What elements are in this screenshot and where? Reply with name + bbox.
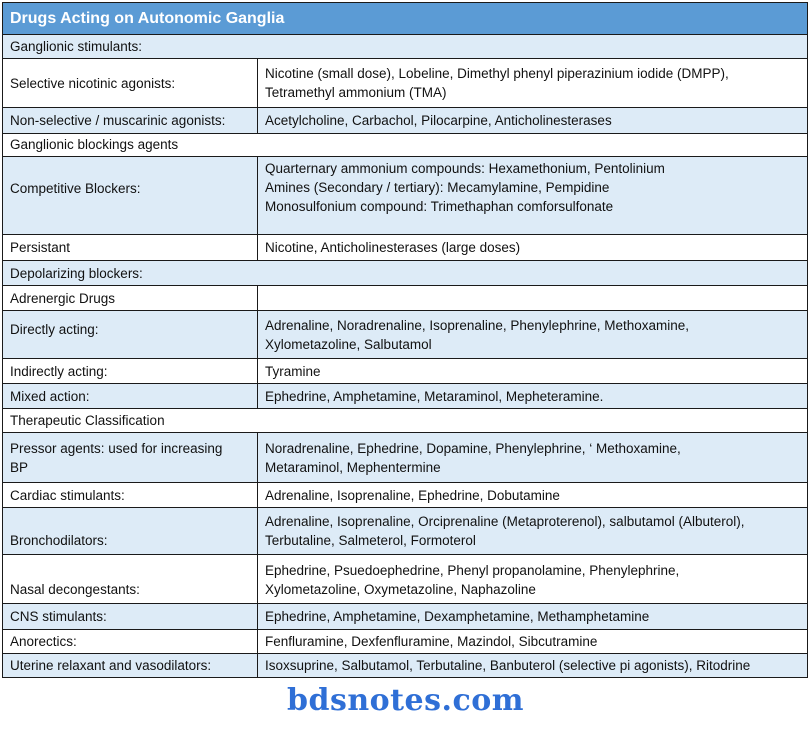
row-value [258, 555, 807, 603]
row-label: Nasal decongestants: [3, 555, 258, 603]
row-label: Non-selective / muscarinic agonists: [3, 108, 258, 133]
row-label [3, 433, 258, 482]
row-value [258, 604, 807, 629]
value-line: Amines (Secondary / tertiary): Mecamylamine, Pempidine [265, 180, 610, 195]
section-row-therapeutic [3, 408, 807, 432]
row-value [258, 630, 807, 653]
value-line: Ephedrine, Psuedoephedrine, Phenyl propanolamine, Phenylephrine, [265, 563, 680, 578]
value-line: Xylometazoline, Oxymetazoline, Naphazoline [265, 582, 536, 597]
row-label: Indirectly acting: [3, 359, 258, 383]
table-row [3, 58, 807, 107]
row-label: Directly acting: [3, 311, 258, 358]
row-label: Mixed action: [3, 384, 258, 408]
value-line: Isoxsuprine, Salbutamol, Terbutaline, Banbuterol (selective pi agonists), Ritodrine [265, 658, 751, 673]
table-row [3, 107, 807, 133]
label-line: BP [10, 459, 29, 475]
row-value [258, 654, 807, 677]
label-line: Pressor agents: used for increasing [10, 440, 223, 456]
row-label: Selective nicotinic agonists: [3, 59, 258, 107]
table-row [3, 653, 807, 677]
row-value [258, 433, 807, 482]
row-value [258, 483, 807, 507]
value-line: Ephedrine, Amphetamine, Metaraminol, Mepheteramine. [265, 388, 604, 404]
value-line: Fenfluramine, Dexfenfluramine, Mazindol, Sibcutramine [265, 634, 598, 649]
value-line: Acetylcholine, Carbachol, Pilocarpine, Anticholinesterases [265, 113, 612, 128]
table-row [3, 310, 807, 358]
table-row [3, 156, 807, 234]
section-row-ganglionic-stimulants [3, 34, 807, 58]
table-row [3, 507, 807, 554]
table-row [3, 603, 807, 629]
section-label: Ganglionic stimulants: [10, 39, 143, 54]
row-label: Persistant [3, 235, 258, 260]
watermark: bdsnotes.com [287, 683, 524, 718]
value-line: Metaraminol, Mephentermine [265, 459, 441, 475]
value-line: Monosulfonium compound: Trimethaphan comforsulfonate [265, 199, 614, 214]
value-line: Nicotine, Anticholinesterases (large doses) [265, 240, 521, 255]
row-value [258, 157, 807, 234]
drug-classification-table [2, 2, 808, 678]
row-label: Cardiac stimulants: [3, 483, 258, 507]
section-label: Therapeutic Classification [10, 413, 165, 428]
table-title: Drugs Acting on Autonomic Ganglia [3, 3, 807, 34]
row-value [258, 108, 807, 133]
table-row [3, 432, 807, 482]
table-row [3, 234, 807, 260]
row-value [258, 508, 807, 554]
value-line: Xylometazoline, Salbutamol [265, 336, 432, 352]
value-line: Nicotine (small dose), Lobeline, Dimethyl phenyl piperazinium iodide (DMPP), [265, 66, 729, 81]
row-value [258, 235, 807, 260]
row-value [258, 59, 807, 107]
value-line: Tetramethyl ammonium (TMA) [265, 85, 447, 100]
row-label: CNS stimulants: [3, 604, 258, 629]
row-value [258, 286, 807, 310]
table-row [3, 629, 807, 653]
value-line: Noradrenaline, Ephedrine, Dopamine, Phenylephrine, ‘ Methoxamine, [265, 440, 681, 456]
table-row [3, 358, 807, 383]
value-line: Adrenaline, Isoprenaline, Ephedrine, Dobutamine [265, 487, 560, 503]
row-value [258, 384, 807, 408]
value-line: Ephedrine, Amphetamine, Dexamphetamine, Methamphetamine [265, 609, 650, 624]
table-row [3, 554, 807, 603]
section-label: Depolarizing blockers: [10, 266, 143, 281]
value-line: Adrenaline, Noradrenaline, Isoprenaline, Phenylephrine, Methoxamine, [265, 317, 690, 333]
table-row [3, 285, 807, 310]
table-row [3, 482, 807, 507]
row-value [258, 359, 807, 383]
row-label: Anorectics: [3, 630, 258, 653]
table-row [3, 383, 807, 408]
section-row-depolarizing [3, 260, 807, 285]
row-label: Bronchodilators: [3, 508, 258, 554]
row-value [258, 311, 807, 358]
value-line: Adrenaline, Isoprenaline, Orciprenaline (Metaproterenol), salbutamol (Albuterol), [265, 514, 745, 529]
section-row-ganglionic-blocking [3, 133, 807, 156]
section-label: Ganglionic blockings agents [10, 137, 179, 152]
value-line: Quarternary ammonium compounds: Hexamethonium, Pentolinium [265, 161, 665, 176]
value-line: Tyramine [265, 363, 321, 379]
value-line: Terbutaline, Salmeterol, Formoterol [265, 533, 476, 548]
row-label: Adrenergic Drugs [3, 286, 258, 310]
row-label: Competitive Blockers: [3, 157, 258, 234]
row-label: Uterine relaxant and vasodilators: [3, 654, 258, 677]
